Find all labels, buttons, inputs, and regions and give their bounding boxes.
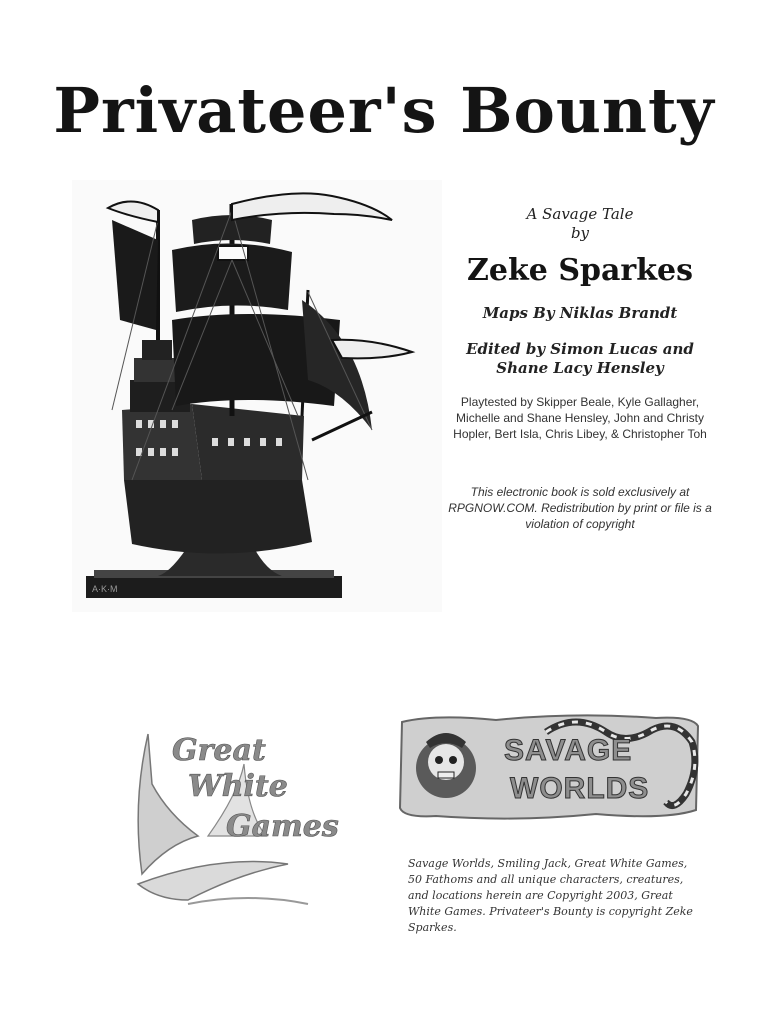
skull-icon (396, 712, 702, 824)
editors-line-2: Shane Lacy Hensley (496, 359, 664, 377)
tagline-line-1: A Savage Tale (526, 205, 634, 223)
playtesters-credit: Playtested by Skipper Beale, Kyle Gallagher, Michelle and Shane Hensley, John and Christy Hopler, Bert Isla, Chris Libey, & Christopher Toh (453, 395, 707, 441)
gwg-logo-line-3: Games (226, 809, 339, 844)
maps-credit: Maps By Niklas Brandt (482, 304, 678, 322)
tagline-line-2: by (570, 224, 590, 242)
editors-line-1: Edited by Simon Lucas and (466, 340, 694, 358)
galleon-ship-icon (72, 180, 442, 612)
editors-credit (430, 340, 730, 378)
page-title: Privateer's Bounty (53, 74, 715, 147)
legal-copyright: Savage Worlds, Smiling Jack, Great White Games, 50 Fathoms and all unique characters, creatures, and locations herein are Copyright 2003, Great White Games. Privateer's Bounty is copyright Zeke Sparkes. (408, 857, 693, 934)
gwg-logo-line-2: White (188, 769, 288, 804)
copyright-notice: This electronic book is sold exclusively at RPGNOW.COM. Redistribution by print or file is a violation of copyright (448, 485, 712, 531)
author-name: Zeke Sparkes (467, 253, 693, 288)
sw-logo-text: SAVAGE WORLDS (504, 734, 650, 805)
credits-block (430, 205, 730, 532)
artist-signature: A·K·M (92, 584, 118, 594)
gwg-logo-line-1: Great (172, 733, 266, 768)
shark-fin-icon (128, 724, 348, 914)
